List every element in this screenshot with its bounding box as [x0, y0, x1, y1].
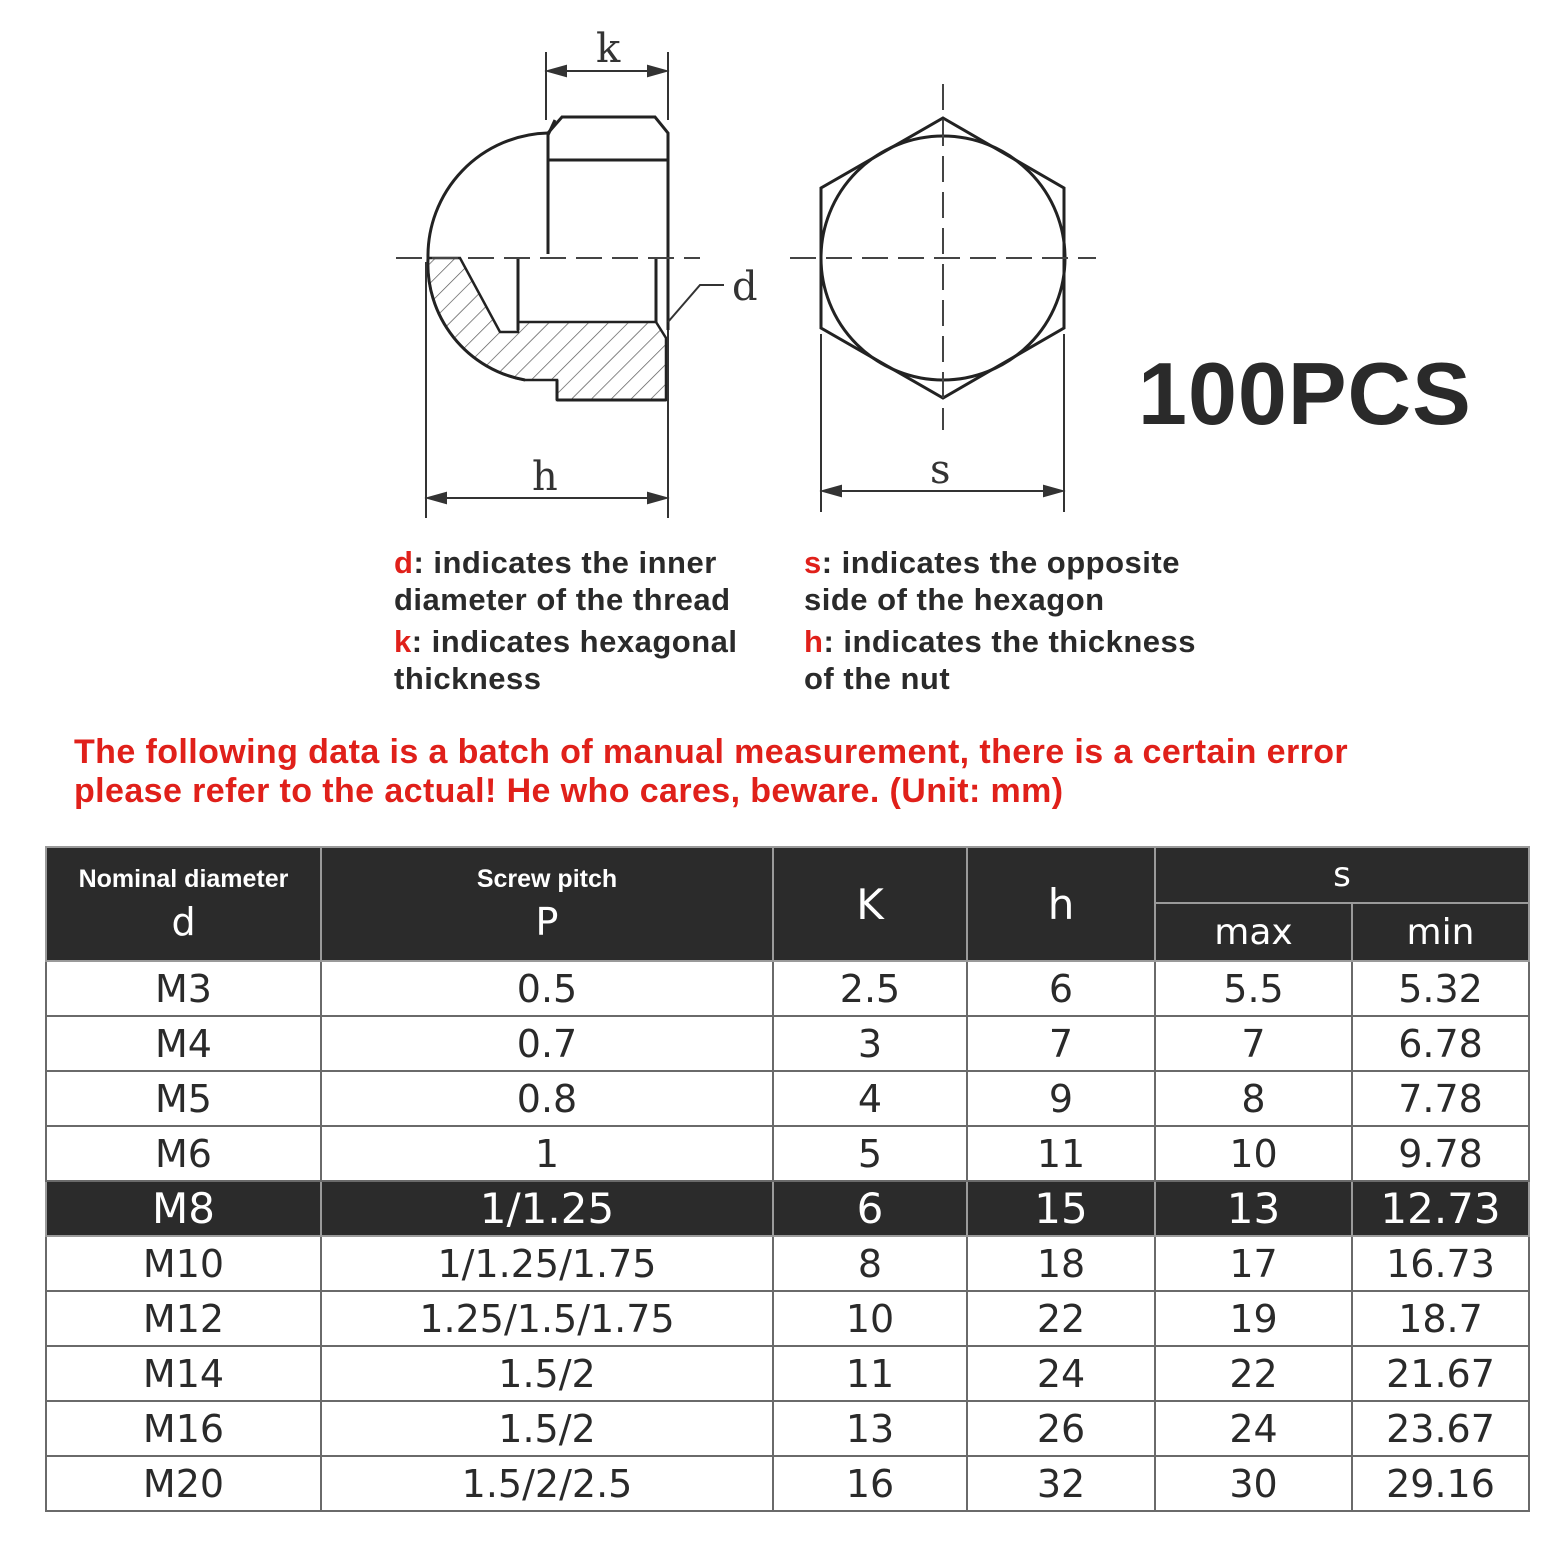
cell-k: 6 [773, 1181, 967, 1236]
cell-s-min: 23.67 [1352, 1401, 1529, 1456]
cell-s-min: 16.73 [1352, 1236, 1529, 1291]
legend-d [394, 544, 731, 618]
cell-h: 6 [967, 961, 1155, 1016]
cell-diameter: M16 [46, 1401, 321, 1456]
cell-s-max: 30 [1155, 1456, 1352, 1511]
cell-diameter: M20 [46, 1456, 321, 1511]
cell-k: 10 [773, 1291, 967, 1346]
cell-s-min: 5.32 [1352, 961, 1529, 1016]
cell-s-min: 12.73 [1352, 1181, 1529, 1236]
legend-k-text: : indicates hexagonal [411, 624, 738, 659]
cell-diameter: M10 [46, 1236, 321, 1291]
legend-d-text2: diameter of the thread [394, 582, 731, 617]
legend-h-text2: of the nut [804, 661, 951, 696]
cell-pitch: 0.5 [321, 961, 773, 1016]
quantity-label: 100PCS [1138, 344, 1472, 443]
cell-h: 22 [967, 1291, 1155, 1346]
cell-pitch: 1.5/2 [321, 1346, 773, 1401]
legend-d-key: d [394, 545, 414, 580]
cell-pitch: 1/1.25/1.75 [321, 1236, 773, 1291]
cell-pitch: 0.8 [321, 1071, 773, 1126]
cell-pitch: 1 [321, 1126, 773, 1181]
table-row [46, 1291, 1529, 1346]
table-row [46, 1071, 1529, 1126]
cell-s-min: 21.67 [1352, 1346, 1529, 1401]
cell-k: 13 [773, 1401, 967, 1456]
table-row [46, 1401, 1529, 1456]
cell-s-max: 24 [1155, 1401, 1352, 1456]
cell-h: 26 [967, 1401, 1155, 1456]
header-p-symbol: P [535, 899, 559, 944]
cell-h: 7 [967, 1016, 1155, 1071]
spec-table-body [46, 961, 1529, 1511]
header-screw-pitch [321, 847, 773, 961]
cell-s-min: 9.78 [1352, 1126, 1529, 1181]
cell-k: 2.5 [773, 961, 967, 1016]
header-s-min: min [1352, 903, 1529, 961]
table-row [46, 1126, 1529, 1181]
legend-h [804, 623, 1196, 697]
cell-diameter: M14 [46, 1346, 321, 1401]
cell-k: 16 [773, 1456, 967, 1511]
cell-s-min: 7.78 [1352, 1071, 1529, 1126]
label-s: s [930, 447, 951, 493]
header-d-title: Nominal diameter [78, 864, 289, 893]
cell-s-max: 22 [1155, 1346, 1352, 1401]
cap-nut-drawing [0, 0, 1568, 540]
header-h: h [967, 847, 1155, 961]
cell-s-max: 5.5 [1155, 961, 1352, 1016]
table-row [46, 1181, 1529, 1236]
cell-k: 11 [773, 1346, 967, 1401]
cell-s-max: 8 [1155, 1071, 1352, 1126]
cell-diameter: M12 [46, 1291, 321, 1346]
legend-s-text2: side of the hexagon [804, 582, 1105, 617]
spec-table [45, 846, 1530, 1512]
cell-k: 8 [773, 1236, 967, 1291]
cell-pitch: 1.5/2/2.5 [321, 1456, 773, 1511]
cell-diameter: M5 [46, 1071, 321, 1126]
cell-pitch: 1.5/2 [321, 1401, 773, 1456]
cell-s-max: 10 [1155, 1126, 1352, 1181]
legend-h-key: h [804, 624, 824, 659]
legend-s-text: : indicates the opposite [821, 545, 1180, 580]
notice-line-2: please refer to the actual! He who cares, beware. (Unit: mm) [74, 772, 1064, 810]
label-k: k [596, 26, 621, 72]
cell-s-max: 19 [1155, 1291, 1352, 1346]
cell-s-min: 29.16 [1352, 1456, 1529, 1511]
cell-s-max: 17 [1155, 1236, 1352, 1291]
legend-d-text: : indicates the inner [413, 545, 717, 580]
legend-k-text2: thickness [394, 661, 542, 696]
legend-s [804, 544, 1180, 618]
dimension-d [668, 285, 724, 322]
table-row [46, 961, 1529, 1016]
cell-s-min: 6.78 [1352, 1016, 1529, 1071]
cell-pitch: 1/1.25 [321, 1181, 773, 1236]
cell-pitch: 1.25/1.5/1.75 [321, 1291, 773, 1346]
cell-k: 4 [773, 1071, 967, 1126]
label-d: d [732, 264, 758, 310]
header-nominal-diameter [46, 847, 321, 961]
cell-h: 9 [967, 1071, 1155, 1126]
legend-k [394, 623, 738, 697]
cell-diameter: M3 [46, 961, 321, 1016]
table-row [46, 1016, 1529, 1071]
measurement-notice [74, 733, 1534, 811]
header-d-symbol: d [171, 899, 196, 944]
table-row [46, 1236, 1529, 1291]
label-h: h [532, 454, 558, 500]
header-s: s [1155, 847, 1529, 903]
cell-h: 18 [967, 1236, 1155, 1291]
cell-h: 24 [967, 1346, 1155, 1401]
cell-s-min: 18.7 [1352, 1291, 1529, 1346]
header-s-max: max [1155, 903, 1352, 961]
cell-k: 3 [773, 1016, 967, 1071]
cell-h: 15 [967, 1181, 1155, 1236]
cell-s-max: 7 [1155, 1016, 1352, 1071]
cell-k: 5 [773, 1126, 967, 1181]
header-p-title: Screw pitch [476, 864, 618, 893]
table-row [46, 1346, 1529, 1401]
table-row [46, 1456, 1529, 1511]
cell-s-max: 13 [1155, 1181, 1352, 1236]
cell-h: 32 [967, 1456, 1155, 1511]
cell-diameter: M4 [46, 1016, 321, 1071]
header-k: K [773, 847, 967, 961]
legend-s-key: s [804, 545, 822, 580]
notice-line-1: The following data is a batch of manual measurement, there is a certain error [74, 733, 1349, 771]
cell-h: 11 [967, 1126, 1155, 1181]
cell-pitch: 0.7 [321, 1016, 773, 1071]
legend-h-text: : indicates the thickness [823, 624, 1196, 659]
cell-diameter: M6 [46, 1126, 321, 1181]
legend-k-key: k [394, 624, 412, 659]
cell-diameter: M8 [46, 1181, 321, 1236]
